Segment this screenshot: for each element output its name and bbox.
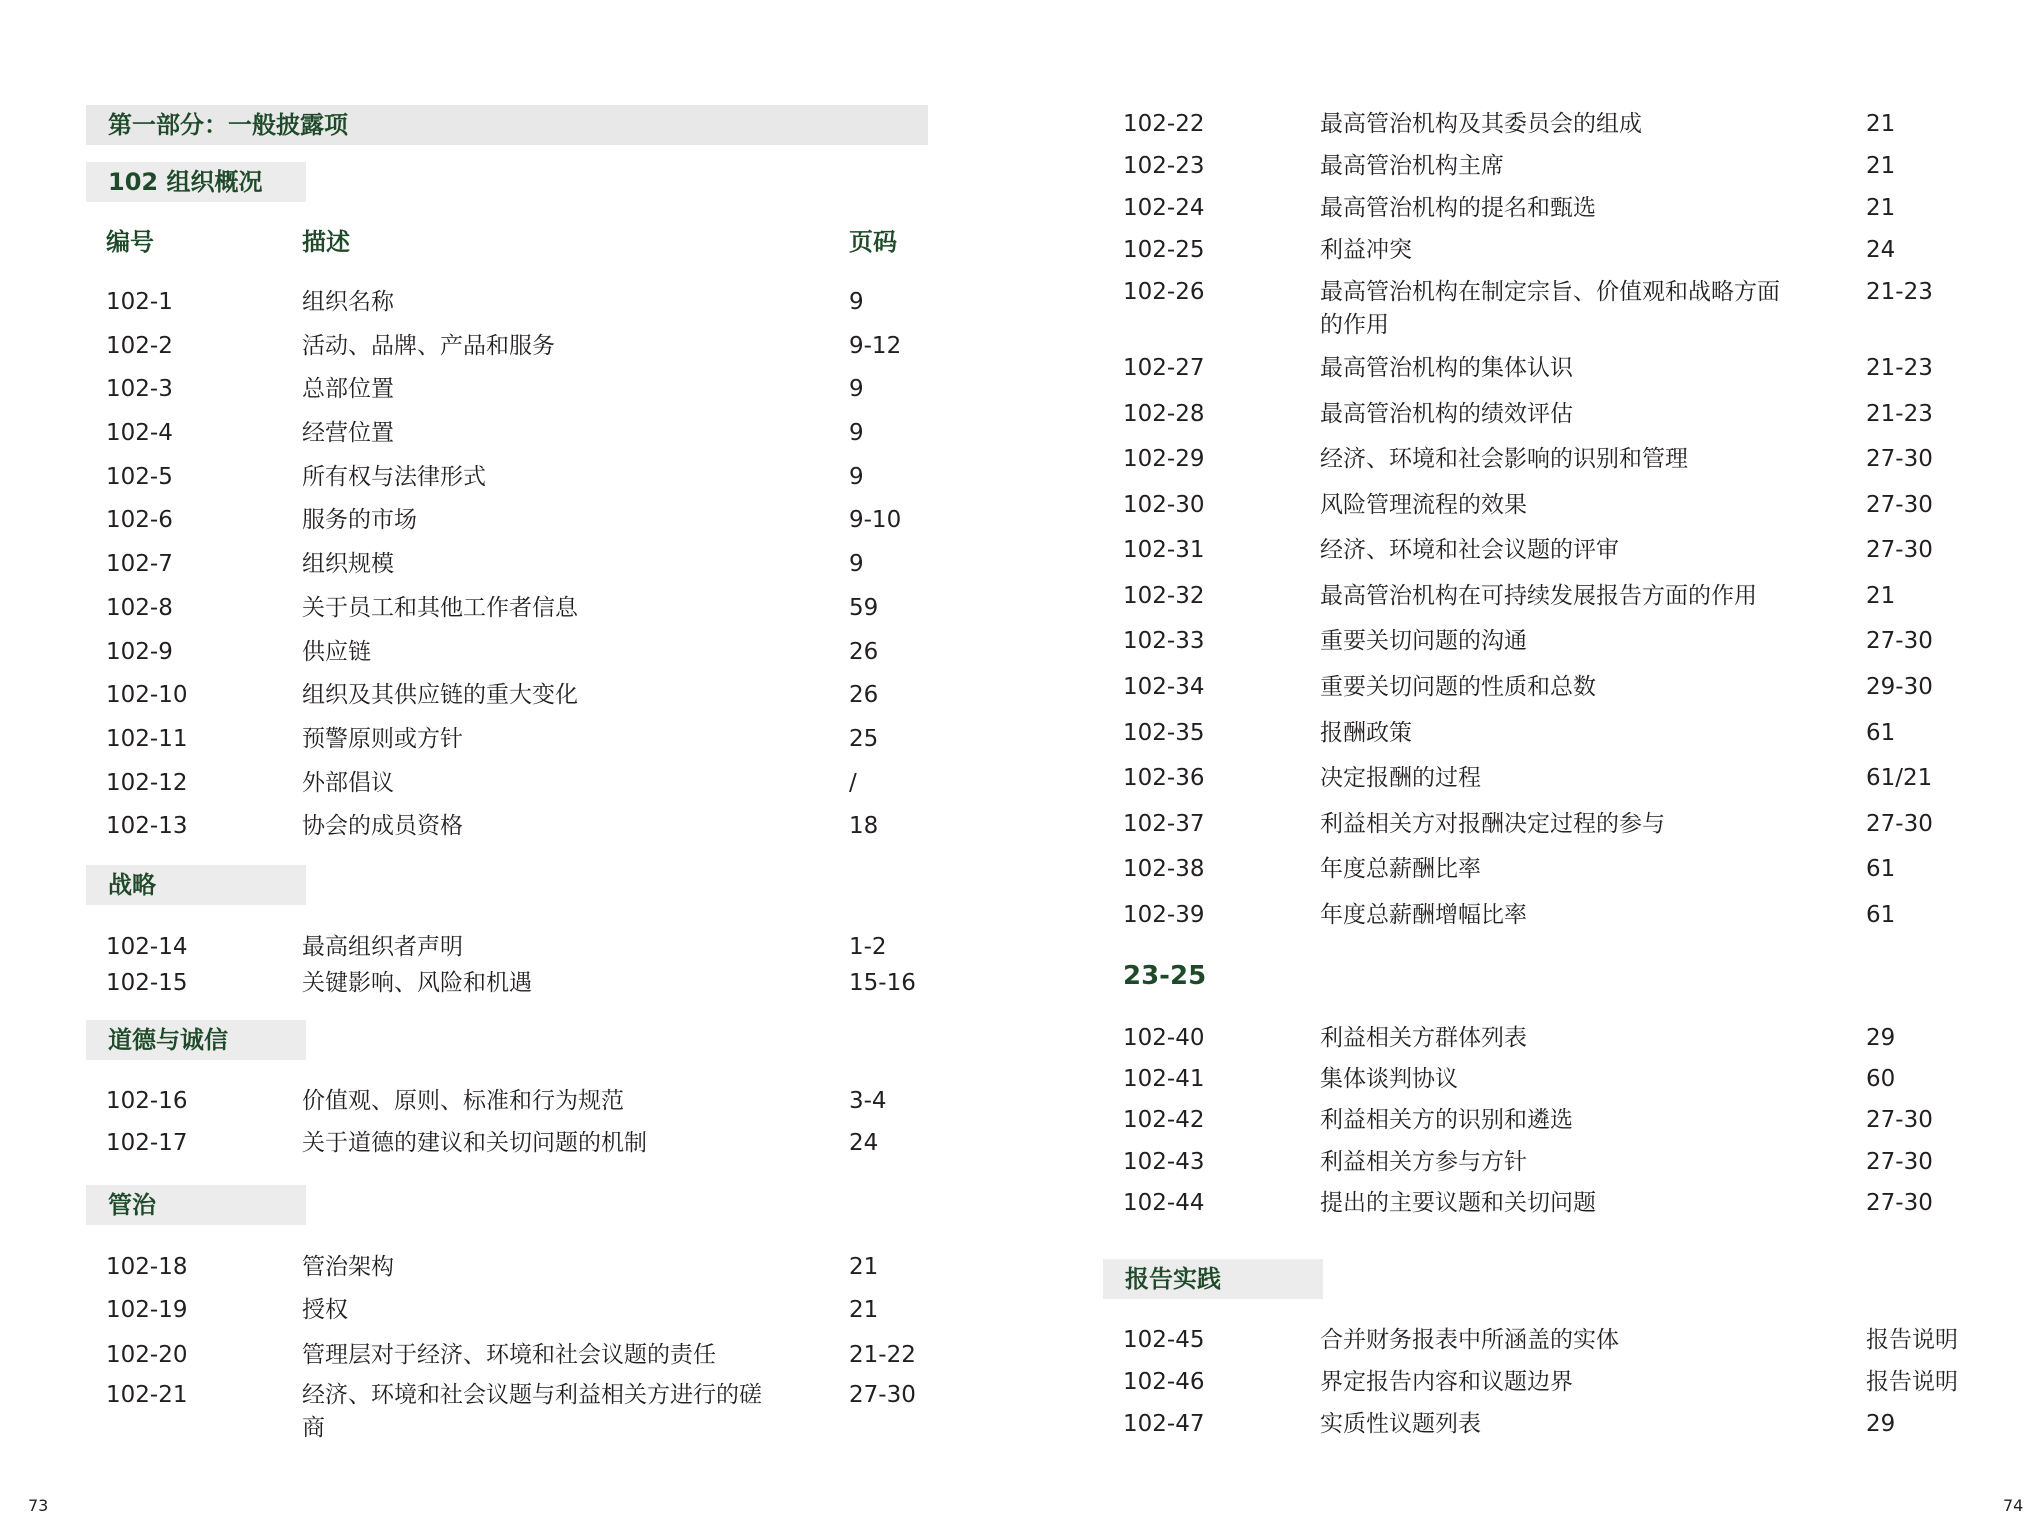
row-code: 102-18 xyxy=(106,1254,188,1280)
row-description: 关于道德的建议和关切问题的机制 xyxy=(302,1130,647,1156)
row-code: 102-43 xyxy=(1123,1149,1205,1175)
part-title: 第一部分：一般披露项 xyxy=(86,105,928,145)
row-description: 所有权与法律形式 xyxy=(302,464,486,490)
row-code: 102-35 xyxy=(1123,720,1205,746)
row-page: 61 xyxy=(1866,902,1896,928)
row-code: 102-44 xyxy=(1123,1190,1205,1216)
row-page: 21 xyxy=(849,1254,879,1280)
row-description: 协会的成员资格 xyxy=(302,813,463,839)
row-code: 102-29 xyxy=(1123,446,1205,472)
row-code: 102-23 xyxy=(1123,153,1205,179)
row-code: 102-39 xyxy=(1123,902,1205,928)
row-description: 预警原则或方针 xyxy=(302,726,463,752)
row-page: 61 xyxy=(1866,720,1896,746)
row-description: 最高管治机构及其委员会的组成 xyxy=(1320,111,1642,137)
row-description: 利益相关方对报酬决定过程的参与 xyxy=(1320,811,1665,837)
row-page: 27-30 xyxy=(1866,628,1933,654)
row-page: 25 xyxy=(849,726,879,752)
row-description: 经济、环境和社会议题与利益相关方进行的磋商 xyxy=(302,1382,762,1441)
row-code: 102-7 xyxy=(106,551,173,577)
row-page: 报告说明 xyxy=(1866,1327,1958,1353)
row-code: 102-5 xyxy=(106,464,173,490)
row-page: 21 xyxy=(1866,195,1896,221)
row-page: 9 xyxy=(849,464,864,490)
row-page: 61/21 xyxy=(1866,765,1933,791)
row-description: 重要关切问题的性质和总数 xyxy=(1320,674,1596,700)
section-title-23-25: 23-25 xyxy=(1123,961,1207,991)
row-code: 102-8 xyxy=(106,595,173,621)
column-header-code: 编号 xyxy=(106,228,154,256)
row-code: 102-46 xyxy=(1123,1369,1205,1395)
row-description: 组织及其供应链的重大变化 xyxy=(302,682,578,708)
row-page: 15-16 xyxy=(849,970,916,996)
row-page: 21 xyxy=(1866,111,1896,137)
row-code: 102-6 xyxy=(106,507,173,533)
row-code: 102-15 xyxy=(106,970,188,996)
row-code: 102-27 xyxy=(1123,355,1205,381)
row-page: 18 xyxy=(849,813,879,839)
row-code: 102-47 xyxy=(1123,1411,1205,1437)
row-code: 102-26 xyxy=(1123,279,1205,305)
row-code: 102-20 xyxy=(106,1342,188,1368)
row-code: 102-32 xyxy=(1123,583,1205,609)
row-description: 利益冲突 xyxy=(1320,237,1412,263)
row-code: 102-1 xyxy=(106,289,173,315)
row-description: 重要关切问题的沟通 xyxy=(1320,628,1527,654)
column-header-description: 描述 xyxy=(302,228,350,256)
row-page: 21 xyxy=(849,1297,879,1323)
row-page: 29 xyxy=(1866,1025,1896,1051)
row-code: 102-36 xyxy=(1123,765,1205,791)
row-code: 102-40 xyxy=(1123,1025,1205,1051)
row-description: 最高管治机构的集体认识 xyxy=(1320,355,1573,381)
row-page: 59 xyxy=(849,595,879,621)
row-page: 24 xyxy=(849,1130,879,1156)
row-description: 经济、环境和社会影响的识别和管理 xyxy=(1320,446,1688,472)
page-number-left: 73 xyxy=(28,1496,49,1515)
row-page: 报告说明 xyxy=(1866,1369,1958,1395)
row-description: 利益相关方群体列表 xyxy=(1320,1025,1527,1051)
row-code: 102-14 xyxy=(106,934,188,960)
row-code: 102-19 xyxy=(106,1297,188,1323)
row-page: 21-23 xyxy=(1866,401,1933,427)
row-page: 24 xyxy=(1866,237,1896,263)
row-description: 外部倡议 xyxy=(302,770,394,796)
row-code: 102-34 xyxy=(1123,674,1205,700)
row-code: 102-24 xyxy=(1123,195,1205,221)
row-code: 102-10 xyxy=(106,682,188,708)
row-page: 27-30 xyxy=(1866,811,1933,837)
row-description: 最高组织者声明 xyxy=(302,934,463,960)
row-code: 102-37 xyxy=(1123,811,1205,837)
row-description: 组织规模 xyxy=(302,551,394,577)
row-code: 102-3 xyxy=(106,376,173,402)
row-description: 合并财务报表中所涵盖的实体 xyxy=(1320,1327,1619,1353)
row-description: 界定报告内容和议题边界 xyxy=(1320,1369,1573,1395)
row-code: 102-33 xyxy=(1123,628,1205,654)
row-description: 经营位置 xyxy=(302,420,394,446)
row-page: 29-30 xyxy=(1866,674,1933,700)
section-title-reporting-practice: 报告实践 xyxy=(1103,1259,1323,1299)
row-page: 27-30 xyxy=(1866,1190,1933,1216)
row-page: 21-22 xyxy=(849,1342,916,1368)
row-description: 最高管治机构的提名和甄选 xyxy=(1320,195,1596,221)
section-title-ethics: 道德与诚信 xyxy=(86,1020,306,1060)
row-description: 供应链 xyxy=(302,639,371,665)
row-page: 9 xyxy=(849,289,864,315)
row-description: 授权 xyxy=(302,1297,348,1323)
row-code: 102-22 xyxy=(1123,111,1205,137)
row-description: 年度总薪酬比率 xyxy=(1320,856,1481,882)
row-page: 9 xyxy=(849,551,864,577)
row-description: 关键影响、风险和机遇 xyxy=(302,970,532,996)
row-page: 60 xyxy=(1866,1066,1896,1092)
row-code: 102-25 xyxy=(1123,237,1205,263)
row-description: 组织名称 xyxy=(302,289,394,315)
row-page: 26 xyxy=(849,682,879,708)
row-page: 3-4 xyxy=(849,1088,887,1114)
row-description: 年度总薪酬增幅比率 xyxy=(1320,902,1527,928)
row-page: 27-30 xyxy=(849,1382,916,1408)
row-page: 9-12 xyxy=(849,333,902,359)
row-description: 服务的市场 xyxy=(302,507,417,533)
row-description: 活动、品牌、产品和服务 xyxy=(302,333,555,359)
row-page: 27-30 xyxy=(1866,537,1933,563)
row-page: 9-10 xyxy=(849,507,902,533)
row-page: 27-30 xyxy=(1866,446,1933,472)
row-description: 实质性议题列表 xyxy=(1320,1411,1481,1437)
row-description: 关于员工和其他工作者信息 xyxy=(302,595,578,621)
row-page: 27-30 xyxy=(1866,1107,1933,1133)
row-description: 最高管治机构主席 xyxy=(1320,153,1504,179)
row-description: 最高管治机构在制定宗旨、价值观和战略方面的作用 xyxy=(1320,279,1780,338)
row-page: 21-23 xyxy=(1866,279,1933,305)
row-description: 最高管治机构的绩效评估 xyxy=(1320,401,1573,427)
row-page: 27-30 xyxy=(1866,1149,1933,1175)
row-description: 提出的主要议题和关切问题 xyxy=(1320,1190,1596,1216)
row-page: 26 xyxy=(849,639,879,665)
row-description: 最高管治机构在可持续发展报告方面的作用 xyxy=(1320,583,1757,609)
row-description: 经济、环境和社会议题的评审 xyxy=(1320,537,1619,563)
row-page: 27-30 xyxy=(1866,492,1933,518)
row-description: 管理层对于经济、环境和社会议题的责任 xyxy=(302,1342,716,1368)
row-page: 29 xyxy=(1866,1411,1896,1437)
row-page: 9 xyxy=(849,376,864,402)
row-code: 102-4 xyxy=(106,420,173,446)
section-title-organization: 102 组织概况 xyxy=(86,162,306,202)
row-code: 102-11 xyxy=(106,726,188,752)
section-title-strategy: 战略 xyxy=(86,865,306,905)
row-page: 21 xyxy=(1866,153,1896,179)
row-page: 1-2 xyxy=(849,934,887,960)
section-title-governance: 管治 xyxy=(86,1185,306,1225)
row-code: 102-41 xyxy=(1123,1066,1205,1092)
row-code: 102-9 xyxy=(106,639,173,665)
row-code: 102-13 xyxy=(106,813,188,839)
row-code: 102-12 xyxy=(106,770,188,796)
right-page xyxy=(1020,0,2040,1530)
row-page: 21-23 xyxy=(1866,355,1933,381)
row-code: 102-45 xyxy=(1123,1327,1205,1353)
row-description: 管治架构 xyxy=(302,1254,394,1280)
row-description: 集体谈判协议 xyxy=(1320,1066,1458,1092)
row-description: 利益相关方参与方针 xyxy=(1320,1149,1527,1175)
row-page: 9 xyxy=(849,420,864,446)
row-description: 风险管理流程的效果 xyxy=(1320,492,1527,518)
column-header-page: 页码 xyxy=(849,228,897,256)
row-code: 102-28 xyxy=(1123,401,1205,427)
row-description: 总部位置 xyxy=(302,376,394,402)
row-code: 102-38 xyxy=(1123,856,1205,882)
row-page: 61 xyxy=(1866,856,1896,882)
row-page: / xyxy=(849,770,857,796)
row-code: 102-16 xyxy=(106,1088,188,1114)
row-code: 102-17 xyxy=(106,1130,188,1156)
row-code: 102-42 xyxy=(1123,1107,1205,1133)
page-number-right: 74 xyxy=(2003,1496,2024,1515)
row-description: 决定报酬的过程 xyxy=(1320,765,1481,791)
row-code: 102-2 xyxy=(106,333,173,359)
row-code: 102-31 xyxy=(1123,537,1205,563)
row-description: 报酬政策 xyxy=(1320,720,1412,746)
row-description: 价值观、原则、标准和行为规范 xyxy=(302,1088,624,1114)
row-page: 21 xyxy=(1866,583,1896,609)
row-description: 利益相关方的识别和遴选 xyxy=(1320,1107,1573,1133)
row-code: 102-21 xyxy=(106,1382,188,1408)
row-code: 102-30 xyxy=(1123,492,1205,518)
